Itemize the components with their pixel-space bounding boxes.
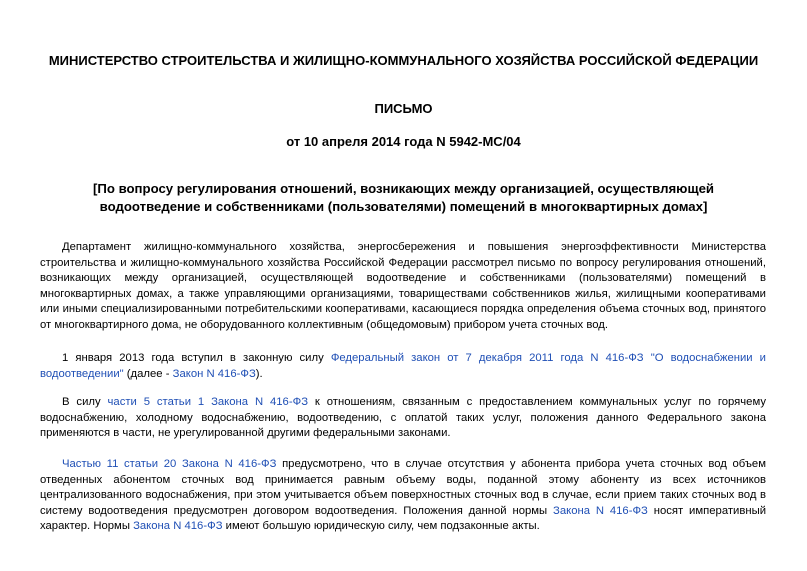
paragraph-4	[40, 457, 766, 535]
paragraph-2-text-cont: (далее -	[123, 367, 173, 380]
paragraph-3-text-cont: к отношениям, связанным с предоставлением коммунальных услуг по горячему водоснабжению, холодному водоснабжению, водоотведению, с оплатой таких услуг, положения данного Федерального закона применяются в части, не урегулированной другими федеральными законами.	[40, 396, 766, 440]
paragraph-4-text-end: имеют большую юридическую силу, чем подзаконные акты.	[222, 520, 540, 533]
paragraph-3-text: В силу	[62, 396, 108, 408]
document-type: ПИСЬМО	[374, 101, 433, 116]
paragraph-1	[40, 240, 766, 334]
document-date-number: от 10 апреля 2014 года N 5942-МС/04	[286, 134, 521, 149]
document-subject: [По вопросу регулирования отношений, возникающих между организацией, осуществляющей водоотведение и собственниками (пользователями) помещений в многоквартирных домах]	[92, 181, 715, 214]
paragraph-4-text-cont: носят императивный характер. Нормы	[40, 504, 767, 533]
link-federal-law-416[interactable]: Федеральный закон от 7 декабря 2011 года N 416-ФЗ "О водоснабжении и водоотведении"	[40, 352, 766, 380]
paragraph-2	[40, 351, 766, 382]
paragraph-3	[40, 395, 766, 442]
paragraph-4-text: предусмотрено, что в случае отсутствия у абонента прибора учета сточных вод объем отведенных абонентом сточных вод принимается равным объему воды, поданной этому абоненту из всех источников централизованного водоснабжения, при этом учитывается объем поверхностных сточных вод в случае, если прием таких сточных вод в систему водоотведения предусмотрен договором водоотведения. Положения данной нормы	[40, 458, 766, 517]
link-law-416-b[interactable]: Закона N 416-ФЗ	[133, 520, 223, 533]
link-part-5-article-1[interactable]: части 5 статьи 1 Закона N 416-ФЗ	[107, 396, 309, 408]
paragraph-1-text: Департамент жилищно-коммунального хозяйства, энергосбережения и повышения энергоэффективности Министерства строительства и жилищно-коммунального хозяйства Российской Федерации рассмотрел письмо по вопросу регулирования отношений, возникающих между организацией, осуществляющей водоотведение и собственниками (пользователями) помещений в многоквартирных домах, а также управляющими организациями, товариществами собственников жилья, жилищными кооперативами или иными специализированными потребительскими кооперативами, касающиеся порядка определения объема сточных вод, принятого от многоквартирного дома, не оборудованного коллективным (общедомовым) прибором учета сточных вод.	[40, 241, 766, 331]
paragraph-2-text: 1 января 2013 года вступил в законную силу	[62, 352, 331, 364]
ministry-title: МИНИСТЕРСТВО СТРОИТЕЛЬСТВА И ЖИЛИЩНО-КОММУНАЛЬНОГО ХОЗЯЙСТВА РОССИЙСКОЙ ФЕДЕРАЦИИ	[48, 53, 759, 68]
link-law-416-short[interactable]: Закон N 416-ФЗ	[172, 367, 256, 380]
link-law-416-a[interactable]: Закона N 416-ФЗ	[553, 504, 648, 517]
link-part-11-article-20[interactable]: Частью 11 статьи 20 Закона N 416-ФЗ	[62, 458, 277, 470]
paragraph-2-text-end: ).	[255, 367, 263, 380]
